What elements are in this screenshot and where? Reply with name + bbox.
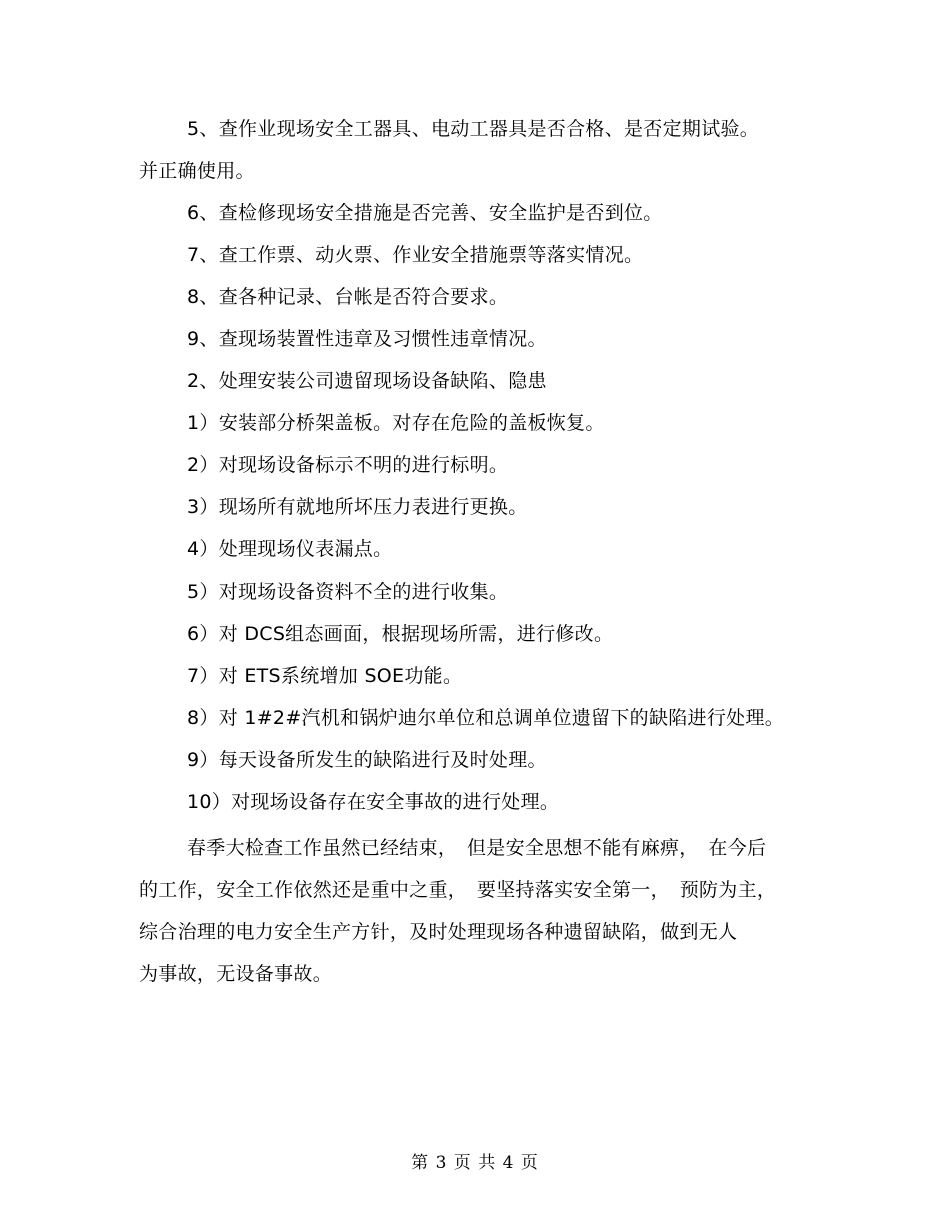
page-number-footer: 第 3 页 共 4 页 bbox=[411, 1153, 539, 1173]
paragraph-line: 春季大检查工作虽然已经结束， 但是安全思想不能有麻痹， 在今后 bbox=[187, 837, 767, 859]
paragraph-line: 综合治理的电力安全生产方针，及时处理现场各种遗留缺陷，做到无人 bbox=[139, 921, 738, 943]
paragraph-line: 8、查各种记录、台帐是否符合要求。 bbox=[187, 286, 509, 308]
list-item: 5）对现场设备资料不全的进行收集。 bbox=[187, 581, 509, 603]
list-item: 2）对现场设备标示不明的进行标明。 bbox=[187, 454, 509, 476]
list-item: 7）对 ETS系统增加 SOE功能。 bbox=[187, 665, 463, 687]
list-item: 3）现场所有就地所坏压力表进行更换。 bbox=[187, 496, 528, 518]
list-item: 8）对 1#2#汽机和锅炉迪尔单位和总调单位遗留下的缺陷进行处理。 bbox=[187, 707, 785, 729]
list-item: 10）对现场设备存在安全事故的进行处理。 bbox=[187, 791, 560, 813]
list-item: 4）处理现场仪表漏点。 bbox=[187, 538, 393, 560]
paragraph-line: 为事故，无设备事故。 bbox=[139, 963, 333, 985]
paragraph-line: 7、查工作票、动火票、作业安全措施票等落实情况。 bbox=[187, 244, 644, 266]
paragraph-line: 的工作，安全工作依然还是重中之重， 要坚持落实安全第一， 预防为主， bbox=[139, 879, 777, 901]
list-item: 9）每天设备所发生的缺陷进行及时处理。 bbox=[187, 749, 547, 771]
paragraph-line: 5、查作业现场安全工器具、电动工器具是否合格、是否定期试验。 bbox=[187, 118, 760, 140]
paragraph-line: 9、查现场装置性违章及习惯性违章情况。 bbox=[187, 328, 547, 350]
paragraph-line: 6、查检修现场安全措施是否完善、安全监护是否到位。 bbox=[187, 202, 663, 224]
list-item: 6）对 DCS组态画面，根据现场所需，进行修改。 bbox=[187, 623, 614, 645]
list-item: 1）安装部分桥架盖板。对存在危险的盖板恢复。 bbox=[187, 412, 605, 434]
section-heading: 2、处理安装公司遗留现场设备缺陷、隐患 bbox=[187, 370, 547, 392]
paragraph-line: 并正确使用。 bbox=[139, 160, 255, 182]
